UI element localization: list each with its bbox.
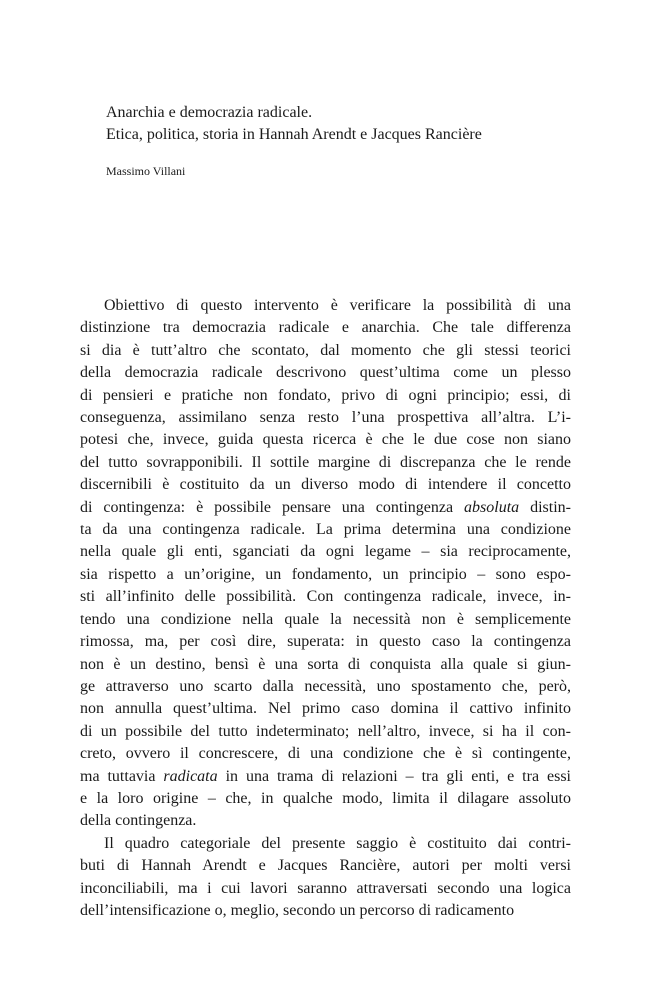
paragraph-1 (80, 295, 571, 833)
text-line: della contingenza. (80, 812, 197, 830)
text-line: nella quale gli enti, sganciati da ogni legame – sia reciprocamente, (80, 543, 571, 561)
chapter-title (106, 102, 626, 146)
text-line: del tutto sovrapponibili. Il sottile margine di discrepanza che le rende (80, 453, 571, 471)
text-line: Il quadro categoriale del presente saggio è costituito dai contri- (104, 834, 571, 852)
body-text (80, 295, 571, 922)
text-line: di un possibile del tutto indeterminato; nell’altro, invece, si ha il con- (80, 722, 571, 740)
text-line (80, 766, 571, 788)
text-line: discernibili è costituito da un diverso modo di intendere il concetto (80, 476, 571, 494)
text-line: della democrazia radicale descrivono quest’ultima come un plesso (80, 364, 571, 382)
text-line: inconciliabili, ma i cui lavori saranno attraversati secondo una logica (80, 879, 571, 897)
text-line: rimossa, ma, per così dire, superata: in questo caso la contingenza (80, 633, 571, 651)
text-line: Obiettivo di questo intervento è verificare la possibilità di una (104, 297, 571, 314)
text-line: distinzione tra democrazia radicale e anarchia. Che tale differenza (80, 319, 571, 337)
text-segment: ma tuttavia (80, 767, 164, 785)
text-line: conseguenza, assimilano senza resto l’una prospettiva all’altra. L’i- (80, 409, 571, 427)
text-line: ta da una contingenza radicale. La prima determina una condizione (80, 521, 571, 539)
text-line: di pensieri e pratiche non fondato, privo di ogni principio; essi, di (80, 386, 571, 404)
text-line: si dia è tutt’altro che scontato, dal momento che gli stessi teorici (80, 341, 571, 359)
text-segment: distin- (519, 498, 571, 516)
text-line: creto, ovvero il concrescere, di una condizione che è sì contingente, (80, 745, 571, 763)
text-line: buti di Hannah Arendt e Jacques Rancière, autori per molti versi (80, 857, 571, 875)
text-line (80, 497, 571, 519)
chapter-title-line-1: Anarchia e democrazia radicale. (106, 104, 313, 121)
paragraph-2 (80, 833, 571, 923)
author-name: Massimo Villani (106, 164, 186, 178)
text-line: ge attraverso uno scarto dalla necessità, uno spostamento che, però, (80, 677, 571, 695)
text-segment: di contingenza: è possibile pensare una contingenza (80, 498, 465, 516)
text-segment: in una trama di relazioni – tra gli enti, e tra essi (217, 767, 571, 785)
italic-term: absoluta (464, 498, 520, 516)
text-line: sia rispetto a un’origine, un fondamento, un principio – sono espo- (80, 565, 571, 583)
text-line: tendo una condizione nella quale la necessità non è semplicemente (80, 610, 571, 628)
text-line: non è un destino, bensì è una sorta di conquista alla quale si giun- (80, 655, 571, 673)
text-line: non annulla quest’ultima. Nel primo caso domina il cattivo infinito (80, 700, 571, 718)
text-line: potesi che, invece, guida questa ricerca è che le due cose non siano (80, 431, 571, 449)
text-line: dell’intensificazione o, meglio, secondo un percorso di radicamento (80, 901, 515, 919)
text-line: sti all’infinito delle possibilità. Con contingenza radicale, invece, in- (80, 588, 571, 606)
chapter-subtitle: Etica, politica, storia in Hannah Arendt e Jacques Rancière (106, 126, 482, 143)
italic-term: radicata (163, 767, 218, 785)
text-line: e la loro origine – che, in qualche modo, limita il dilagare assoluto (80, 789, 571, 807)
